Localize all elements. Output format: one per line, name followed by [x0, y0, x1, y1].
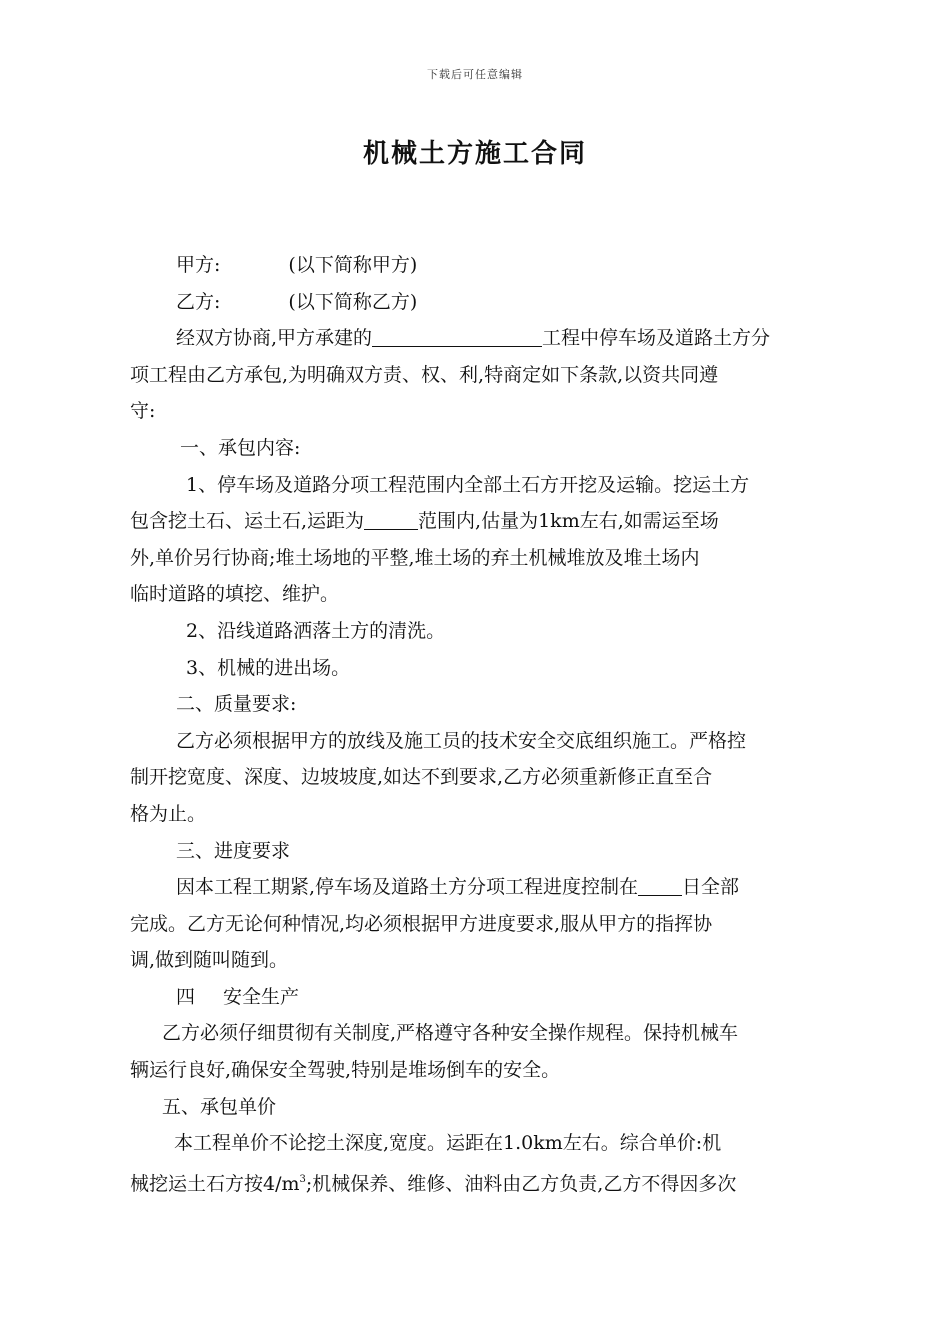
intro-text-1: 经双方协商,甲方承建的 — [176, 327, 373, 350]
section-5-line-2 — [130, 1162, 865, 1203]
party-b-line — [130, 284, 865, 321]
section-1-item-1-line-1: 1、停车场及道路分项工程范围内全部土石方开挖及运输。挖运土方 — [186, 473, 750, 496]
days-blank — [638, 873, 682, 896]
section-2-line-2: 制开挖宽度、深度、边坡坡度,如达不到要求,乙方必须重新修正直至合 — [130, 766, 713, 789]
section-2-line-3: 格为止。 — [130, 802, 207, 825]
section-1-item-1-line-4: 临时道路的填挖、维护。 — [130, 583, 340, 606]
schedule-text-2: 日全部 — [682, 876, 740, 899]
section-5-heading: 五、承包单价 — [162, 1095, 277, 1118]
header-note: 下载后可任意编辑 — [427, 68, 523, 81]
section-1-heading: 一、承包内容: — [180, 436, 301, 459]
distance-text-1: 包含挖土石、运土石,运距为 — [130, 510, 365, 533]
section-2-line-1: 乙方必须根据甲方的放线及施工员的技术安全交底组织施工。严格控 — [176, 729, 747, 752]
intro-line-3: 守: — [130, 400, 156, 423]
schedule-text-1: 因本工程工期紧,停车场及道路土方分项工程进度控制在 — [176, 876, 639, 899]
party-a-note: (以下简称甲方) — [288, 254, 418, 276]
intro-line-1 — [130, 320, 865, 357]
intro-text-2: 工程中停车场及道路土方分 — [542, 327, 771, 350]
section-3-line-3: 调,做到随叫随到。 — [130, 949, 289, 972]
section-4-title: 安全生产 — [223, 985, 300, 1008]
section-4-line-2: 辆运行良好,确保安全驾驶,特别是堆场倒车的安全。 — [130, 1059, 561, 1082]
section-5-line-1: 本工程单价不论挖土深度,宽度。运距在1.0km左右。综合单价:机 — [174, 1132, 722, 1155]
cubic-superscript: 3 — [299, 1173, 306, 1185]
party-a-label: 甲方: — [176, 254, 221, 276]
distance-text-2: 范围内,估量为1km左右,如需运至场 — [418, 510, 719, 533]
intro-line-2: 项工程由乙方承包,为明确双方责、权、利,特商定如下条款,以资共同遵 — [130, 363, 719, 386]
section-1-item-1-line-3: 外,单价另行协商;堆土场地的平整,堆土场的弃土机械堆放及堆土场内 — [130, 546, 700, 569]
section-3-heading: 三、进度要求 — [176, 839, 291, 862]
party-b-label: 乙方: — [176, 290, 221, 313]
party-a-line — [130, 247, 865, 284]
section-2-heading: 二、质量要求: — [176, 693, 297, 716]
contract-title: 机械土方施工合同 — [362, 139, 587, 169]
section-4-number: 四 — [176, 985, 196, 1008]
unit-price-text-1: 械挖运土石方按4/m — [130, 1172, 300, 1195]
party-b-note: (以下简称乙方) — [288, 290, 418, 313]
section-3-line-2: 完成。乙方无论何种情况,均必须根据甲方进度要求,服从甲方的指挥协 — [130, 912, 713, 935]
unit-price-text-2: ;机械保养、维修、油料由乙方负责,乙方不得因多次 — [305, 1172, 737, 1195]
contract-body — [130, 247, 865, 1202]
distance-blank — [364, 507, 418, 530]
section-3-line-1 — [130, 869, 865, 906]
section-1-item-3: 3、机械的进出场。 — [186, 656, 351, 679]
project-name-blank — [372, 324, 542, 347]
section-1-item-1-line-2 — [130, 503, 865, 540]
section-4-line-1: 乙方必须仔细贯彻有关制度,严格遵守各种安全操作规程。保持机械车 — [162, 1022, 739, 1045]
section-1-item-2: 2、沿线道路洒落土方的清洗。 — [186, 619, 446, 642]
section-4-heading — [130, 979, 865, 1016]
